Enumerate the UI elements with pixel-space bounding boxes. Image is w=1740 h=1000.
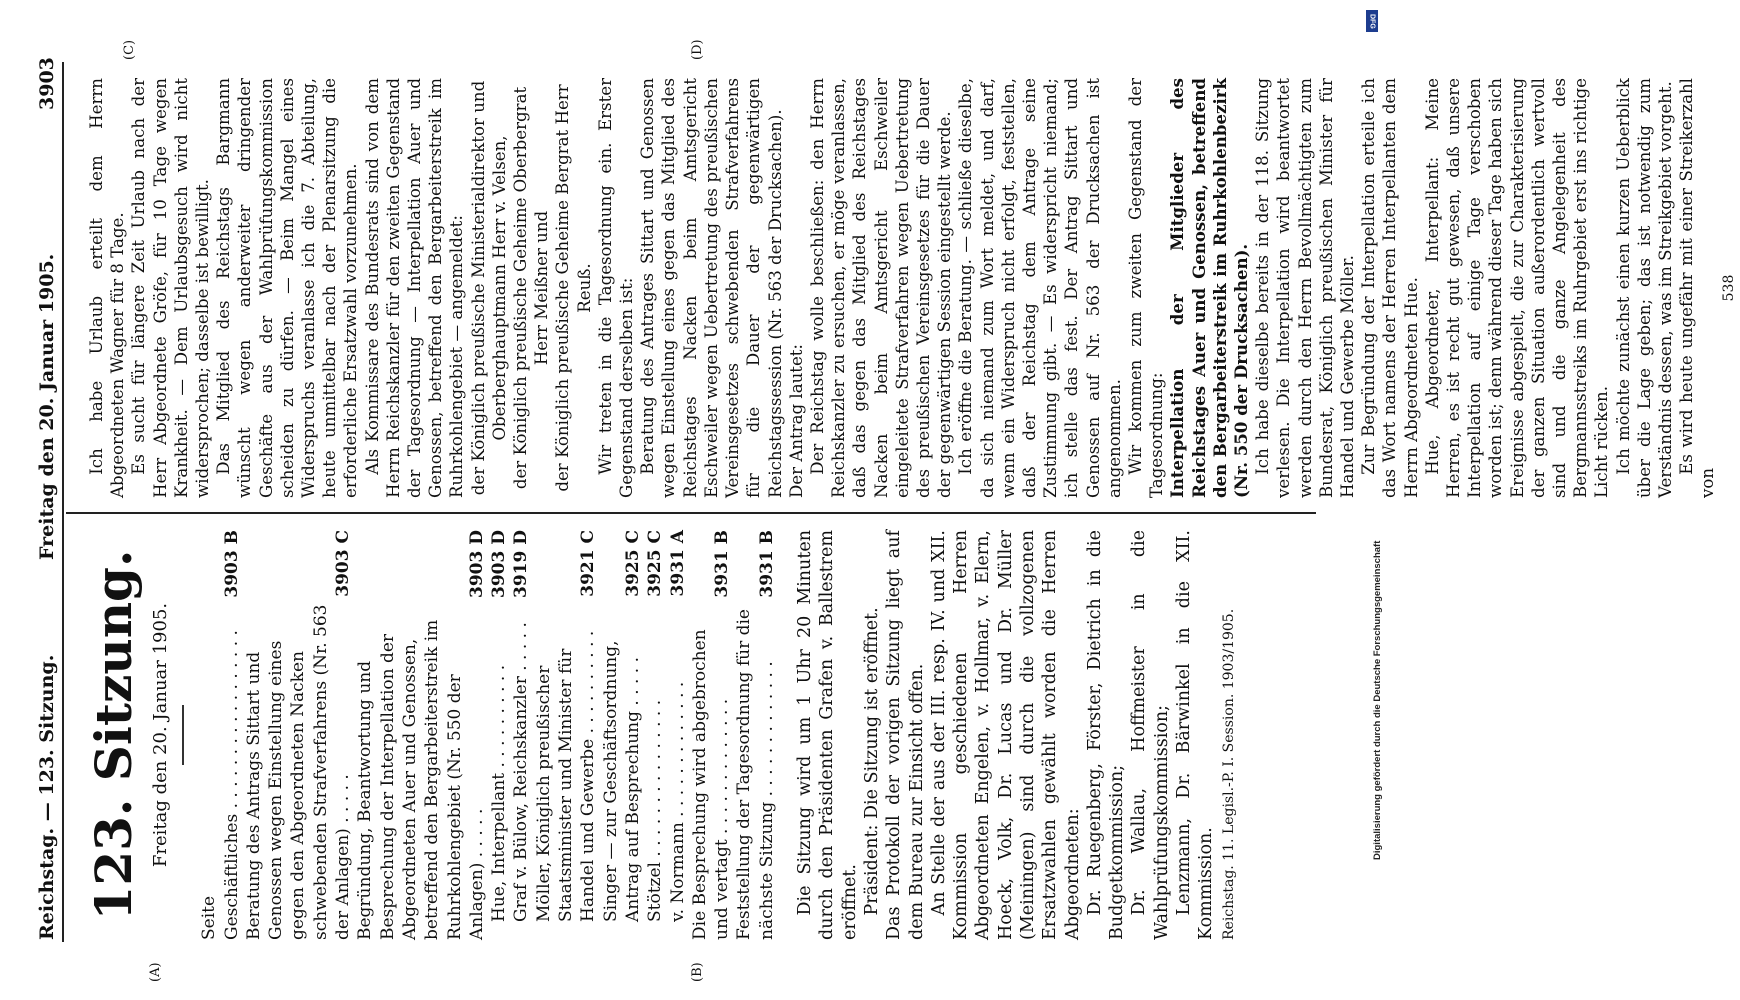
toc-entry-text: Graf v. Bülow, Reichskanzler . . . . .	[511, 622, 532, 922]
header-left: Reichstag. — 123. Sitzung.	[36, 654, 58, 940]
right-column	[86, 78, 1740, 498]
toc-row	[689, 530, 734, 940]
header-center: Freitag den 20. Januar 1905.	[36, 253, 58, 560]
toc-row	[243, 530, 354, 940]
page-number: 3903	[36, 57, 58, 110]
toc-entry-text: Möller, Königlich preußischer Staatsminister und Minister für Handel und Gewerbe . . . . . . . . . .	[533, 630, 599, 922]
toc-row	[667, 530, 689, 940]
paragraph: Beratung des Antrages Sittart und Genossen wegen Einstellung eines gegen das Mitglied des Reichstages Nacken beim Amtsgericht Eschweiler wegen Uebertretung des preußischen Vereinsgesetzes schwebenden Strafverfahrens für die Dauer der gegenwärtigen Reichstagssession (Nr. 563 der Drucksachen).	[638, 78, 785, 498]
paragraph: An Stelle der aus der III. resp. IV. und XII. Kommission geschiedenen Herren Abgeordneten Engelen, v. Hollmar, v. Elern, Hoeck, Volk, Dr. Lucas und Dr. Müller (Meiningen) sind durch die vollzogenen Ersatzwahlen gewählt worden die Herren Abgeordneten:	[928, 530, 1083, 940]
toc-entry-text: Singer — zur Geschäftsordnung, Antrag auf Besprechung . . . . .	[600, 640, 643, 922]
paragraph: Lenzmann, Dr. Bärwinkel in die XII. Kommission.	[1174, 530, 1217, 940]
dfg-logo: DFG	[1366, 10, 1378, 32]
paragraph: der Königlich preußische Geheime Oberbergrat Herr Meißner und	[511, 86, 552, 490]
column-divider	[66, 512, 1316, 514]
paragraph: Ich möchte zunächst einen kurzen Ueberblick über die Lage geben; das ist notwendig zum Verständnis dessen, was im Streikgebiet vorgeht.	[1613, 78, 1676, 498]
toc-entry-page: 3903 B	[221, 530, 242, 598]
toc-entry-text: Hue, Interpellant . . . . . . . . . .	[489, 664, 510, 922]
toc-entry-page: 3925 C	[622, 530, 643, 597]
toc-entry-text: Feststellung der Tagesordnung für die nächste Sitzung . . . . . . . . . . . . .	[734, 609, 777, 940]
paragraph: Dr. Ruegenberg, Förster, Dietrich in die Budgetkommission;	[1084, 530, 1128, 940]
toc-row	[644, 530, 666, 940]
toc-entry-text: v. Normann . . . . . . . . . . . . .	[667, 681, 688, 922]
session-date: Freitag den 20. Januar 1905.	[150, 602, 171, 868]
paragraph: Das Protokoll der vorigen Sitzung liegt auf dem Bureau zur Einsicht offen.	[884, 530, 927, 940]
paragraph: Ich habe dieselbe bereits in der 118. Sitzung verlesen. Die Interpellation wird beantwortet werden durch den Herrn Bevollmächtigten zum Bundesrat, Königlich preußischen Minister für Handel und Gewerbe Möller.	[1253, 78, 1357, 498]
margin-mark-d: (D)	[690, 39, 705, 60]
paragraph: Als Kommissare des Bundesrats sind von dem Herrn Reichskanzler für den zweiten Gegenstand der Tagesordnung — Interpellation Auer und Genossen, betreffend den Bergarbeiterstreik im Ruhrkohlengebiet — angemeldet:	[362, 78, 467, 498]
paragraph: Es sucht für längere Zeit Urlaub nach der Herr Abgeordnete Gröfe, für 10 Tage wegen Krankheit. — Dem Urlaubsgesuch wird nicht widersprochen; dasselbe ist bewilligt.	[129, 78, 213, 498]
toc-row	[733, 530, 778, 940]
paragraph: Der Reichstag wolle beschließen: den Herrn Reichskanzler zu ersuchen, er möge veranlassen, daß das gegen das Mitglied des Reichstages Nacken beim Amtsgericht Eschweiler eingeleitete Strafverfahren wegen Uebertretung des preußischen Vereinsgesetzes für die Dauer der gegenwärtigen Session eingestellt werde.	[807, 78, 955, 498]
toc-entry-text: Stötzel . . . . . . . . . . . . . . .	[645, 699, 666, 922]
opening-paragraph: Die Sitzung wird um 1 Uhr 20 Minuten durch den Präsidenten Grafen v. Ballestrem eröffnet.	[795, 530, 860, 940]
paragraph: Zur Begründung der Interpellation erteile ich das Wort namens der Herren Interpellanten dem Herrn Abgeordneten Hue.	[1359, 78, 1421, 498]
table-of-contents	[221, 530, 778, 940]
toc-entry-page: 3925 C	[645, 530, 666, 597]
digitization-note: Digitalisierung gefördert durch die Deutsche Forschungsgemeinschaft	[1372, 540, 1383, 860]
toc-row	[533, 530, 600, 940]
header-rule	[62, 62, 64, 942]
toc-entry-page: 3903 D	[466, 530, 487, 598]
margin-mark-a: (A)	[148, 962, 163, 982]
toc-row	[600, 530, 645, 940]
session-title: 123. Sitzung.	[84, 549, 143, 921]
paragraph: der Königlich preußische Ministerialdirektor und Oberberghauptmann Herr v. Velsen,	[468, 80, 509, 496]
signature-number: 538	[1720, 274, 1737, 302]
toc-row	[354, 530, 488, 940]
toc-entry-text: Beratung des Antrags Sittart und Genossen wegen Einstellung eines gegen den Abgeordneten Nacken schwebenden Strafverfahrens (Nr. 563 der Anlagen) . . . . .	[243, 604, 354, 940]
paragraph: Wir treten in die Tagesordnung ein. Erster Gegenstand derselben ist:	[595, 78, 637, 498]
toc-row	[221, 530, 243, 940]
paragraph: Präsident: Die Sitzung ist eröffnet.	[861, 607, 882, 916]
toc-row	[488, 530, 510, 940]
toc-seite-label: Seite	[199, 895, 220, 940]
toc-entry-page: 3921 C	[578, 530, 599, 597]
toc-row	[510, 530, 532, 940]
toc-entry-page: 3903 C	[333, 530, 354, 597]
toc-entry-page: 3903 D	[489, 530, 510, 598]
left-column	[86, 530, 1240, 940]
margin-mark-c: (C)	[122, 39, 137, 60]
paragraph: Es wird heute ungefähr mit einer Streikerzahl von	[1677, 78, 1718, 498]
toc-entry-text: Begründung, Beantwortung und Besprechung der Interpellation der Abgeordneten Auer und Genossen, betreffend den Bergarbeiterstreik im Ruhrkohlengebiet (Nr. 550 der Anlagen) . . . . .	[355, 619, 487, 940]
margin-mark-b: (B)	[690, 962, 705, 982]
title-rule	[182, 705, 184, 765]
paragraph: Wir kommen zum zweiten Gegenstand der Tagesordnung:	[1125, 78, 1167, 498]
paragraph: der Königlich preußische Geheime Bergrat Herr Reuß.	[553, 84, 594, 492]
toc-entry-text: Geschäftliches . . . . . . . . . . . . . . . . .	[221, 630, 242, 940]
paragraph: Das Mitglied des Reichstags Bargmann wünscht wegen anderweiter dringender Geschäfte aus der Wahlprüfungskommission scheiden zu dürfen. — Beim Mangel eines Widerspruchs veranlasse ich die 7. Abteilung, heute unmittelbar nach der Plenarsitzung die erforderliche Ersatzwahl vorzunehmen.	[214, 78, 361, 498]
paragraph: Ich habe Urlaub erteilt dem Herrn Abgeordneten Wagner für 8 Tage.	[87, 78, 128, 498]
toc-entry-page: 3931 B	[756, 530, 777, 598]
toc-entry-page: 3931 B	[712, 530, 733, 598]
paragraph: Interpellation der Mitglieder des Reichstages Auer und Genossen, betreffend den Bergarbeiterstreik im Ruhrkohlenbezirk (Nr. 550 der Drucksachen).	[1167, 78, 1251, 498]
toc-entry-page: 3919 D	[511, 530, 532, 598]
toc-entry-page: 3931 A	[667, 530, 688, 597]
toc-entry-text: Die Besprechung wird abgebrochen und vertagt . . . . . . . . . . . . .	[689, 629, 733, 940]
paragraph: Dr. Wallau, Hoffmeister in die Wahlprüfungskommission;	[1129, 530, 1172, 940]
footer-reference: Reichstag. 11. Legisl.-P. I. Session. 1903/1905.	[1220, 608, 1237, 940]
paragraph: Der Antrag lautet:	[786, 343, 806, 498]
paragraph: Ich eröffne die Beratung. — schließe dieselbe, da sich niemand zum Wort meldet, und darf, wenn ein Widerspruch nicht erfolgt, feststellen, daß der Reichstag dem Antrage seine Zustimmung gibt. — Es widerspricht niemand; ich stelle das fest. Der Antrag Sittart und Genossen auf Nr. 563 der Drucksachen ist angenommen.	[956, 78, 1124, 498]
paragraph: Hue, Abgeordneter, Interpellant: Meine Herren, es ist recht gut gewesen, daß unsere Interpellation auf einige Tage verschoben worden ist; denn während dieser Tage haben sich Ereignisse abgespielt, die zur Charakterisierung der ganzen Situation außerordentlich wertvoll sind und die ganze Angelegenheit des Bergmannsstreiks im Ruhrgebiet erst ins richtige Licht rücken.	[1422, 78, 1612, 498]
